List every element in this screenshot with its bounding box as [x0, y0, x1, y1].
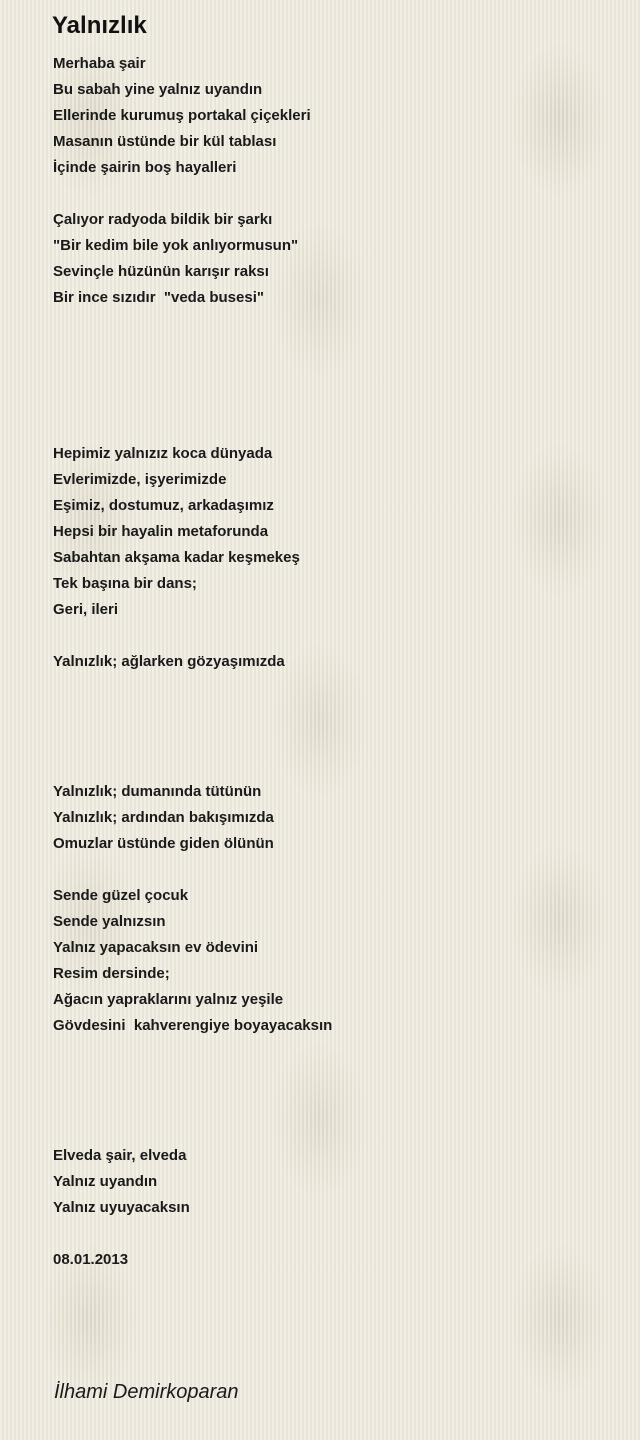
stanza-gap [53, 311, 613, 337]
poem-line: Yalnız yapacaksın ev ödevini [53, 939, 259, 956]
poem-line: İçinde şairin boş hayalleri [53, 159, 237, 176]
stanza-gap [53, 753, 613, 779]
stanza-gap [53, 1065, 613, 1091]
poem-line: Evlerimizde, işyerimizde [53, 471, 227, 488]
stanza-7 [53, 1143, 613, 1221]
stanza-gap [53, 415, 613, 441]
stanza-gap [53, 1091, 613, 1117]
stanza-gap [53, 363, 613, 389]
poem-line: Sevinçle hüzünün karışır raksı [53, 263, 269, 280]
poem-line: Hepimiz yalnızız koca dünyada [53, 445, 273, 462]
stanza-5 [53, 779, 613, 857]
poem-line: Elveda şair, elveda [53, 1147, 187, 1164]
stanza-6 [53, 883, 613, 1039]
poem-date: 08.01.2013 [53, 1251, 129, 1268]
stanza-gap [53, 337, 613, 363]
poem-author: İlhami Demirkoparan [54, 1381, 239, 1403]
poem-line: Gövdesini kahverengiye boyayacaksın [53, 1017, 333, 1034]
poem-line: Sende yalnızsın [53, 913, 166, 930]
poem-line: Ağacın yapraklarını yalnız yeşile [53, 991, 284, 1008]
poem-line: Yalnızlık; ağlarken gözyaşımızda [53, 653, 285, 670]
poem-body [53, 51, 613, 1273]
stanza-gap [53, 623, 613, 649]
poem-line: Yalnız uyuyacaksın [53, 1199, 190, 1216]
poem-line: Bir ince sızıdır "veda busesi" [53, 289, 264, 306]
poem-line: Bu sabah yine yalnız uyandın [53, 81, 263, 98]
stanza-gap [53, 857, 613, 883]
poem-line: Eşimiz, dostumuz, arkadaşımız [53, 497, 274, 514]
poem-line: Yalnızlık; dumanında tütünün [53, 783, 262, 800]
poem-line: Merhaba şair [53, 55, 146, 72]
stanza-4 [53, 649, 613, 675]
stanza-gap [53, 701, 613, 727]
stanza-3 [53, 441, 613, 623]
poem-line: Resim dersinde; [53, 965, 170, 982]
stanza-gap [53, 675, 613, 701]
poem-line: Hepsi bir hayalin metaforunda [53, 523, 269, 540]
stanza-2 [53, 207, 613, 311]
poem-line: Sende güzel çocuk [53, 887, 189, 904]
stanza-gap [53, 1221, 613, 1247]
poem-line: Yalnızlık; ardından bakışımızda [53, 809, 274, 826]
poem-line: Omuzlar üstünde giden ölünün [53, 835, 274, 852]
poem-line: Çalıyor radyoda bildik bir şarkı [53, 211, 273, 228]
stanza-gap [53, 389, 613, 415]
poem-line: Yalnız uyandın [53, 1173, 158, 1190]
stanza-1 [53, 51, 613, 181]
stanza-gap [53, 181, 613, 207]
poem-line: Geri, ileri [53, 601, 119, 618]
poem-line: Tek başına bir dans; [53, 575, 197, 592]
poem-line: Masanın üstünde bir kül tablası [53, 133, 277, 150]
poem-line: "Bir kedim bile yok anlıyormusun" [53, 237, 299, 254]
poem-line: Ellerinde kurumuş portakal çiçekleri [53, 107, 311, 124]
stanza-gap [53, 1039, 613, 1065]
stanza-gap [53, 1117, 613, 1143]
stanza-gap [53, 727, 613, 753]
poem-title: Yalnızlık [52, 12, 147, 39]
poem-line: Sabahtan akşama kadar keşmekeş [53, 549, 300, 566]
